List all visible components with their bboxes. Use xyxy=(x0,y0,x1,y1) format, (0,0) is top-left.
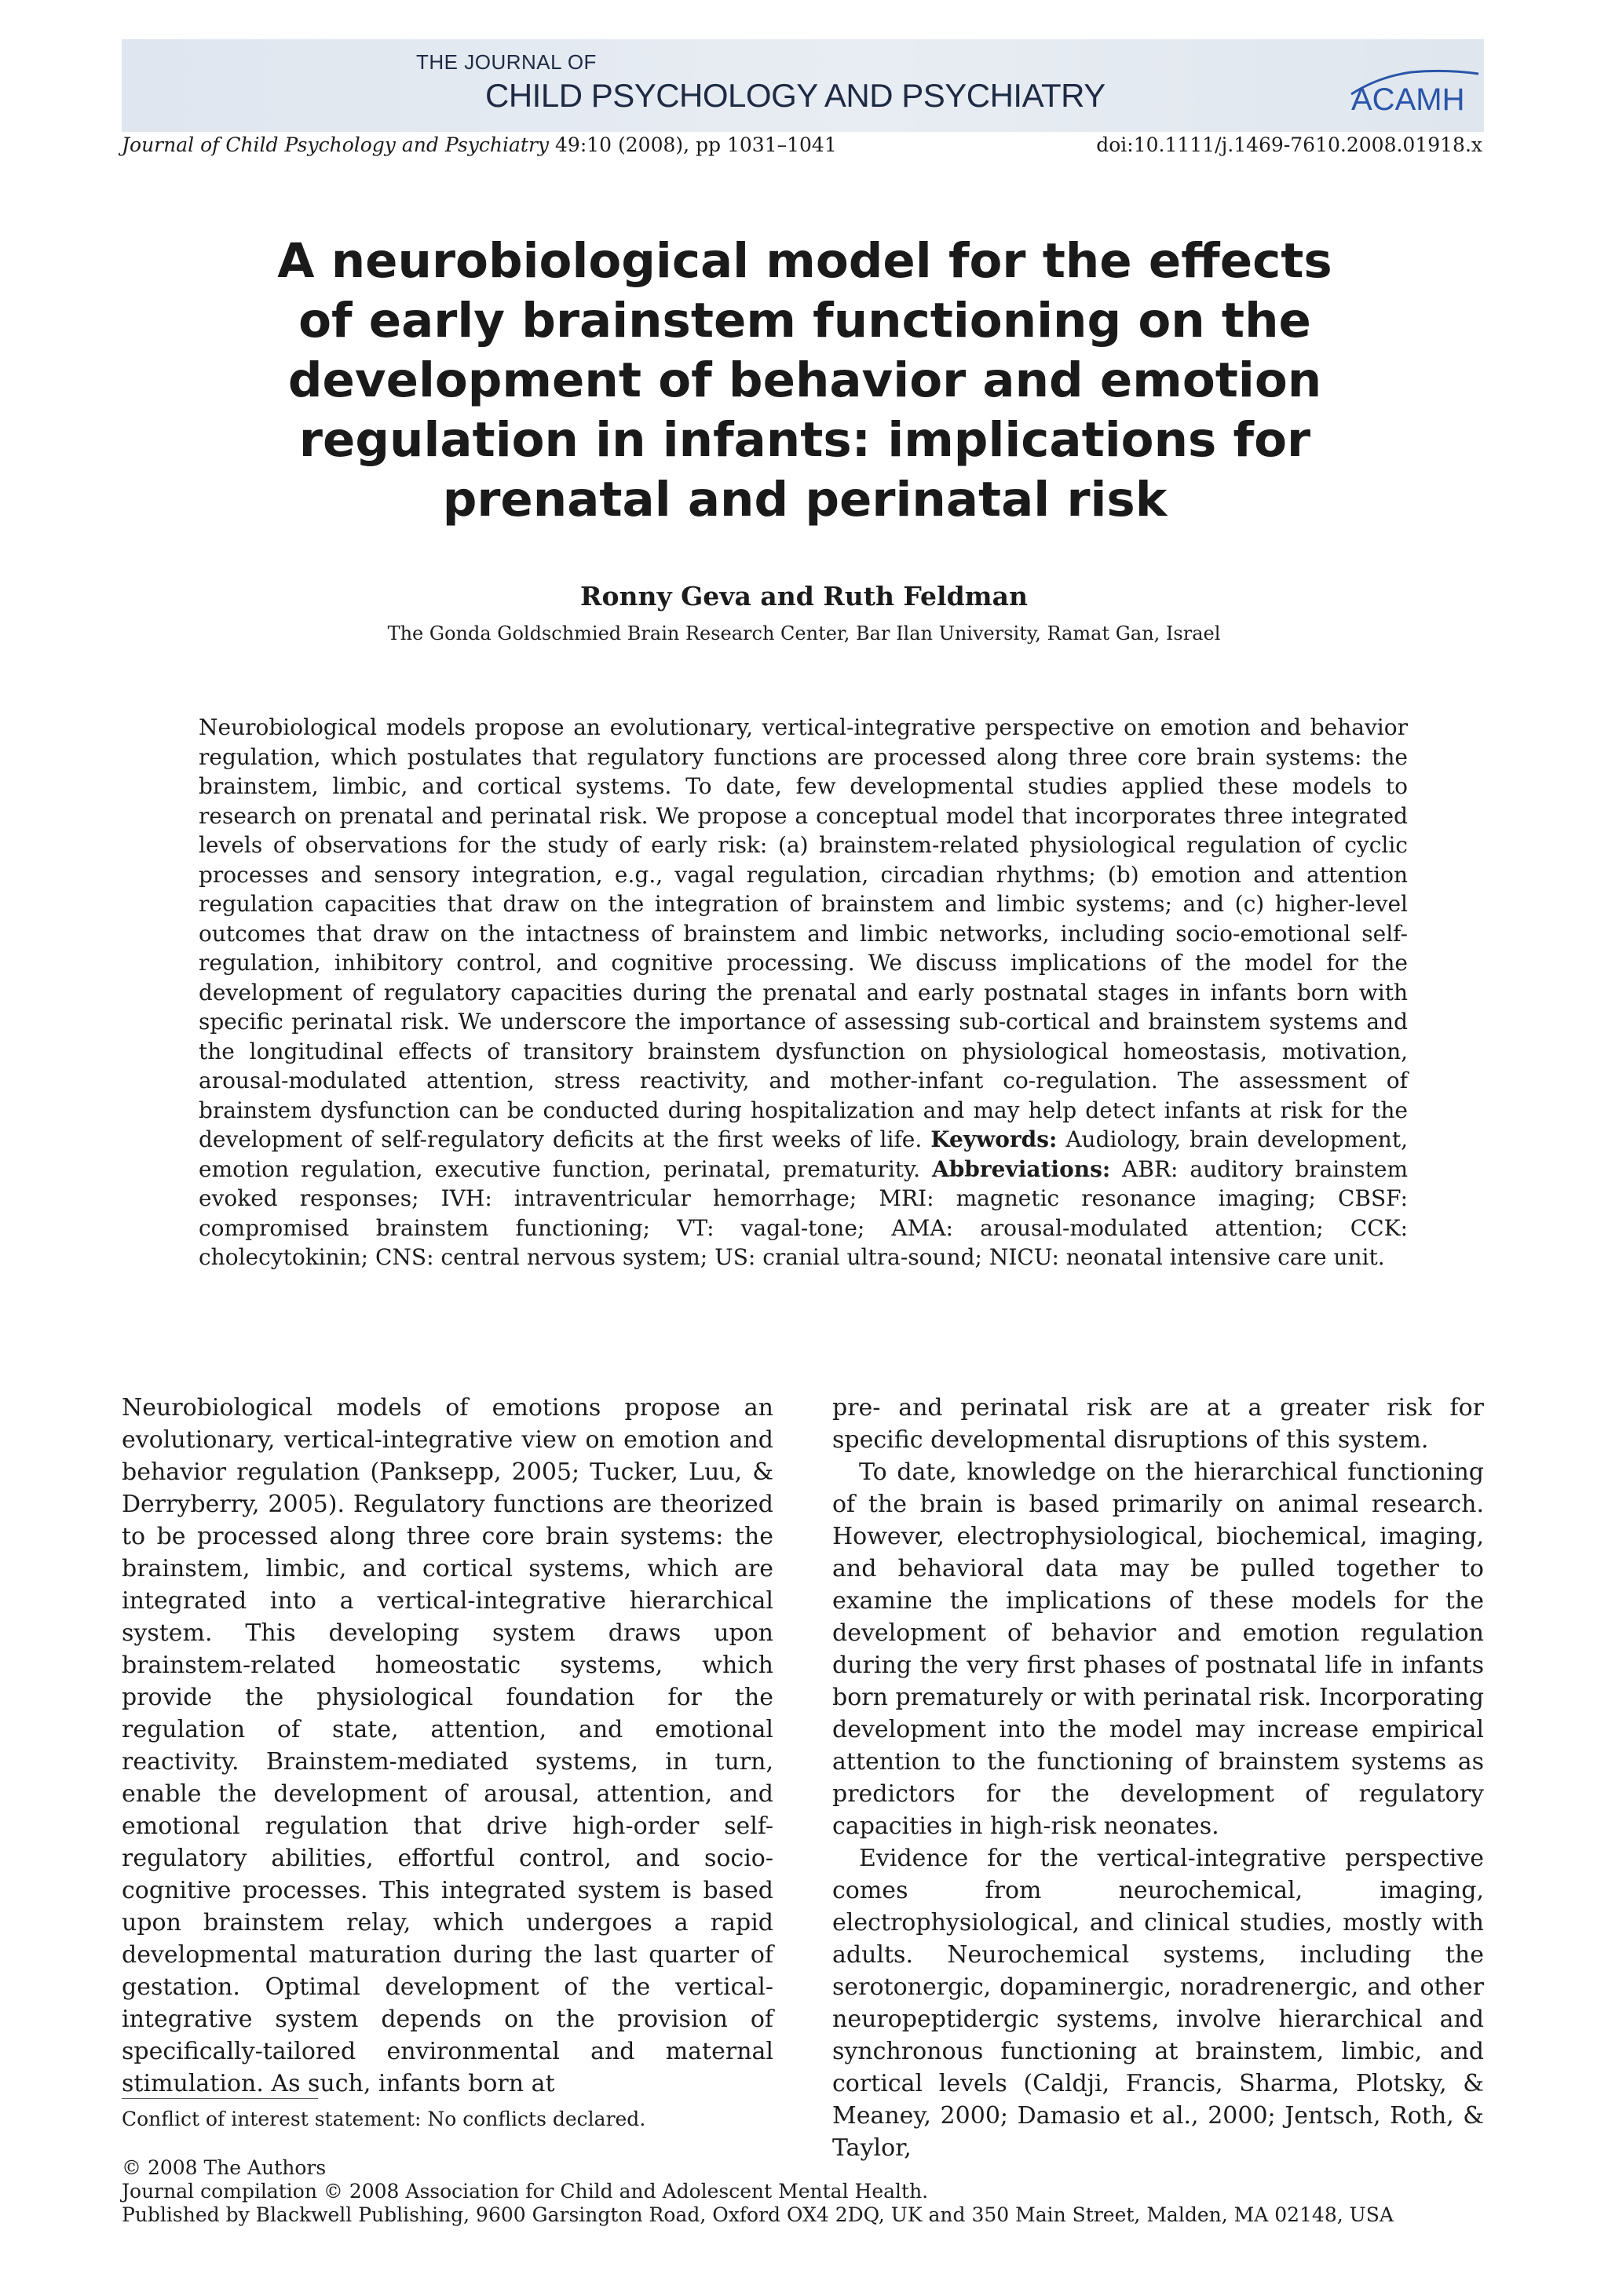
abstract-body: Neurobiological models propose an evolutionary, vertical-integrative perspective on emotion and behavior regulation, which postulates that regulatory functions are processed along three core brain systems: the brainstem, limbic, and cortical systems. To date, few developmental studies applied these models to research on prenatal and perinatal risk. We propose a conceptual model that incorporates three integrated levels of observations for the study of early risk: (a) brainstem-related physiological regulation of cyclic processes and sensory integration, e.g., vagal regulation, circadian rhythms; (b) emotion and attention regulation capacities that draw on the integration of brainstem and limbic systems; and (c) higher-level outcomes that draw on the intactness of brainstem and limbic networks, including socio-emotional self-regulation, inhibitory control, and cognitive processing. We discuss implications of the model for the development of regulatory capacities during the prenatal and early postnatal stages in infants born with specific perinatal risk. We underscore the importance of assessing sub-cortical and brainstem systems and the longitudinal effects of transitory brainstem dysfunction on physiological homeostasis, motivation, arousal-modulated attention, stress reactivity, and mother-infant co-regulation. The assessment of brainstem dysfunction can be conducted during hospitalization and may help detect infants at risk for the development of self-regulatory deficits at the first weeks of life. xyxy=(199,714,1408,1152)
body-column-right xyxy=(832,1392,1484,2164)
citation-volume: 49:10 (2008), pp 1031–1041 xyxy=(549,133,837,156)
doi[interactable]: doi:10.1111/j.1469-7610.2008.01918.x xyxy=(1096,133,1482,156)
publisher-line: Published by Blackwell Publishing, 9600 Garsington Road, Oxford OX4 2DQ, UK and 350 Main Street, Malden, MA 02148, USA xyxy=(122,2203,1394,2226)
abbreviations-label: Abbreviations: xyxy=(932,1155,1111,1182)
abbreviations: ABR: auditory brainstem evoked responses; IVH: intraventricular hemorrhage; MRI: magnetic resonance imaging; CBSF: compromised brainstem functioning; VT: vagal-tone; AMA: arousal-modulated attention; CCK: cholecytokinin; CNS: central nervous system; US: cranial ultra-sound; NICU: neonatal intensive care unit. xyxy=(199,1155,1408,1270)
compilation-line: Journal compilation © 2008 Association for Child and Adolescent Mental Health. xyxy=(122,2180,929,2203)
citation xyxy=(122,133,837,156)
footnote-divider xyxy=(122,2098,318,2099)
citation-journal: Journal of Child Psychology and Psychiatry xyxy=(122,133,550,156)
page-footer xyxy=(122,2156,1394,2227)
abstract xyxy=(199,713,1408,1272)
paragraph: To date, knowledge on the hierarchical functioning of the brain is based primarily on animal research. However, electrophysiological, biochemical, imaging, and behavioral data may be pulled together to examine the implications of these models for the development of behavior and emotion regulation during the very first phases of postnatal life in infants born prematurely or with perinatal risk. Incorporating development into the model may increase empirical attention to the functioning of brainstem systems as predictors for the development of regulatory capacities in high-risk neonates. xyxy=(832,1458,1484,1840)
authors: Ronny Geva and Ruth Feldman xyxy=(580,581,1028,611)
logo-text: ACAMH xyxy=(1351,82,1465,117)
footnote: Conflict of interest statement: No conflicts declared. xyxy=(122,2108,646,2130)
paragraph: pre- and perinatal risk are at a greater risk for specific developmental disruptions of this system. xyxy=(832,1394,1484,1454)
title-line: A neurobiological model for the effects xyxy=(277,233,1332,289)
keywords: Audiology, brain development, emotion regulation, executive function, perinatal, prematurity. xyxy=(199,1126,1408,1182)
acamh-logo-icon xyxy=(1347,63,1484,118)
paragraph: Evidence for the vertical-integrative perspective comes from neurochemical, imaging, electrophysiological, and clinical studies, mostly with adults. Neurochemical systems, including the serotonergic, dopaminergic, noradrenergic, and other neuropeptidergic systems, involve hierarchical and synchronous functioning at brainstem, limbic, and cortical levels (Caldji, Francis, Sharma, Plotsky, & Meaney, 2000; Damasio et al., 2000; Jentsch, Roth, & Taylor, xyxy=(832,1845,1484,2162)
paragraph: Neurobiological models of emotions propose an evolutionary, vertical-integrative view on emotion and behavior regulation (Panksepp, 2005; Tucker, Luu, & Derryberry, 2005). Regulatory functions are theorized to be processed along three core brain systems: the brainstem, limbic, and cortical systems, which are integrated into a vertical-integrative hierarchical system. This developing system draws upon brainstem-related homeostatic systems, which provide the physiological foundation for the regulation of state, attention, and emotional reactivity. Brainstem-mediated systems, in turn, enable the development of arousal, attention, and emotional regulation that drive high-order self-regulatory abilities, effortful control, and socio-cognitive processes. This integrated system is based upon brainstem relay, which undergoes a rapid developmental maturation during the last quarter of gestation. Optimal development of the vertical-integrative system depends on the provision of specifically-tailored environmental and maternal stimulation. As such, infants born at xyxy=(122,1394,773,2097)
journal-name-line2: CHILD PSYCHOLOGY AND PSYCHIATRY xyxy=(485,77,1106,114)
article-title xyxy=(236,232,1374,530)
journal-name-line1: THE JOURNAL OF xyxy=(416,50,597,74)
body-column-left xyxy=(122,1392,773,2100)
affiliation: The Gonda Goldschmied Brain Research Center, Bar Ilan University, Ramat Gan, Israel xyxy=(387,622,1221,644)
title-line: of early brainstem functioning on the xyxy=(298,293,1311,349)
title-line: prenatal and perinatal risk xyxy=(442,472,1168,527)
keywords-label: Keywords: xyxy=(930,1126,1058,1152)
title-line: development of behavior and emotion xyxy=(287,352,1322,408)
title-line: regulation in infants: implications for xyxy=(298,412,1311,468)
copyright-line: © 2008 The Authors xyxy=(122,2156,327,2179)
